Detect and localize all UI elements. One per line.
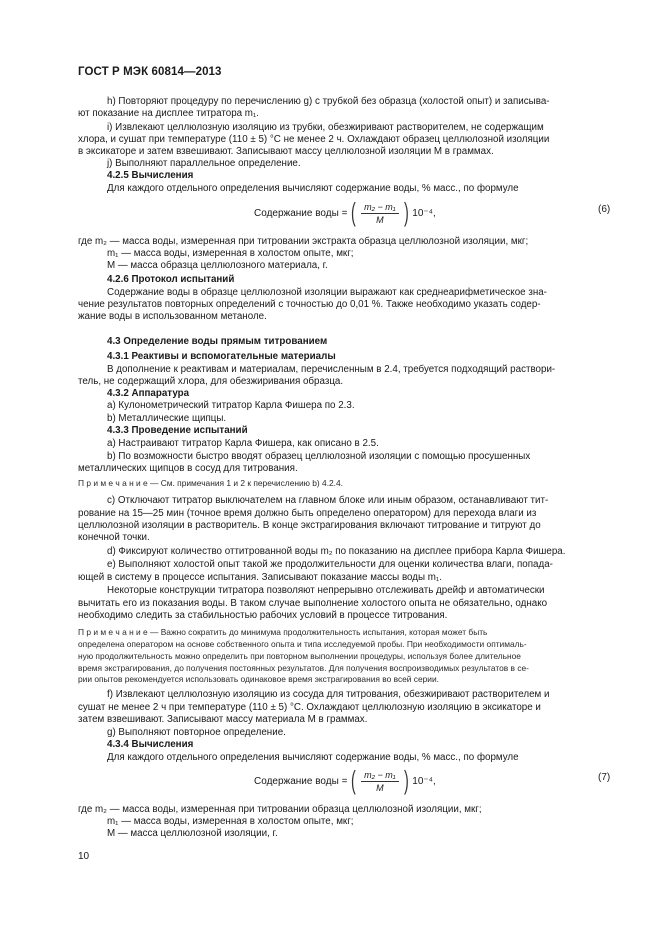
text-line: M — масса целлюлозной изоляции, г. (107, 828, 278, 839)
text-line: затем взвешивают. Записывают массу материала M в граммах. (78, 714, 368, 725)
text-line: m₁ — масса воды, измеренная в холостом опыте, мкг; (107, 816, 354, 827)
fraction (361, 770, 399, 793)
text-line: целлюлозной изоляции в растворитель. В конце экстрагирования включают титрование и титруют до (78, 520, 541, 531)
text-line: f) Извлекают целлюлозную изоляцию из сосуда для титрования, обезжиривают растворителем и (107, 689, 550, 700)
text-line: ют показание на дисплее титратора m₁. (78, 108, 259, 119)
text-line: 4.3.4 Вычисления (107, 739, 194, 750)
text-line: M — масса образца целлюлозного материала, г. (107, 260, 328, 271)
note-line: определена оператором на основе собственного опыта и типа исследуемой пробы. При необходимости оптималь- (78, 639, 527, 649)
text-line: a) Кулонометрический титратор Карла Фишера по 2.3. (107, 400, 355, 411)
open-paren: ( (351, 197, 357, 227)
text-line: сушат не менее 2 ч при температуре (110 ± 5) °C. Охлаждают целлюлозную изоляцию в эксикаторе и (78, 702, 541, 713)
formula-6 (254, 197, 436, 227)
text-line: чение результатов повторных определений с точностью до 0,01 %. Также необходимо указать содер- (78, 299, 541, 310)
text-line: c) Отключают титратор выключателем на главном блоке или иным образом, останавливают тит- (107, 495, 549, 506)
text-line: i) Извлекают целлюлозную изоляцию из трубки, обезжиривают растворителем, не содержащим (107, 122, 544, 133)
text-line: Для каждого отдельного определения вычисляют содержание воды, % масс., по формуле (107, 752, 519, 763)
text-line: Некоторые конструкции титратора позволяют непрерывно отслеживать дрейф и автоматически (107, 585, 545, 596)
text-line: жание воды в использованном метаноле. (78, 311, 267, 322)
text-line: В дополнение к реактивам и материалам, перечисленным в 2.4, требуется подходящий раствори- (107, 364, 556, 375)
text-line: Для каждого отдельного определения вычисляют содержание воды, % масс., по формуле (107, 183, 519, 194)
formula-label: Содержание воды = (254, 208, 348, 219)
page-header: ГОСТ Р МЭК 60814—2013 (78, 66, 222, 78)
denominator: M (376, 783, 384, 793)
text-line: b) Металлические щипцы. (107, 413, 227, 424)
note-line: ную продолжительность можно определить при повторном выполнении процедуры, используя более длительное (78, 651, 521, 661)
text-line: 4.3.1 Реактивы и вспомогательные материалы (107, 351, 336, 362)
text-line: 4.3.3 Проведение испытаний (107, 425, 248, 436)
text-line: e) Выполняют холостой опыт такой же продолжительности для оценки количества влаги, попада- (107, 559, 553, 570)
formula-label: Содержание воды = (254, 776, 348, 787)
formula-tail: 10⁻⁴, (412, 776, 436, 787)
page-number: 10 (78, 851, 90, 862)
denominator: M (376, 215, 384, 225)
text-line: где m₂ — масса воды, измеренная при титровании образца целлюлозной изоляции, мкг; (78, 804, 482, 815)
text-line: 4.3.2 Аппаратура (107, 388, 190, 399)
text-line: 4.2.5 Вычисления (107, 170, 194, 181)
text-line: a) Настраивают титратор Карла Фишера, как описано в 2.5. (107, 438, 379, 449)
formula-tail: 10⁻⁴, (412, 208, 436, 219)
fraction (361, 202, 399, 225)
text-line: конечной точки. (78, 532, 150, 543)
equation-number-6: (6) (598, 204, 611, 215)
text-line: h) Повторяют процедуру по перечислению g) с трубкой без образца (холостой опыт) и записыва- (107, 96, 550, 107)
numerator: m₂ − m₁ (361, 202, 399, 214)
text-line: в эксикаторе и затем взвешивают. Записывают массу целлюлозной изоляции M в граммах. (78, 146, 494, 157)
note-line: время экстрагирования, до получения постоянных результатов. Для получения воспроизводимых результатов в се- (78, 663, 529, 673)
text-line: j) Выполняют параллельное определение. (107, 158, 301, 169)
text-line: Содержание воды в образце целлюлозной изоляции выражают как среднеарифметическое зна- (107, 287, 547, 298)
text-line: 4.2.6 Протокол испытаний (107, 274, 235, 285)
text-line: необходимо следить за стабильностью рабочих условий в процессе титрования. (78, 610, 448, 621)
text-line: m₁ — масса воды, измеренная в холостом опыте, мкг; (107, 248, 354, 259)
text-line: где m₂ — масса воды, измеренная при титровании экстракта образца целлюлозной изоляции, мкг; (78, 236, 529, 247)
text-line: тель, не содержащий хлора, для обезжиривания образца. (78, 376, 344, 387)
open-paren: ( (351, 765, 357, 795)
note-line: П р и м е ч а н и е — См. примечания 1 и 2 к перечислению b) 4.2.4. (78, 478, 343, 488)
text-line: 4.3 Определение воды прямым титрованием (107, 336, 328, 347)
text-line: ющей в систему в процессе испытания. Записывают показание массы воды m₁. (78, 572, 442, 583)
text-line: d) Фиксируют количество оттитрованной воды m₂ по показанию на дисплее прибора Карла Фишера. (107, 546, 566, 557)
formula-7 (254, 765, 436, 795)
text-line: рование на 15—25 мин (точное время должно быть определено оператором) для перехода влаги из (78, 508, 537, 519)
close-paren: ) (403, 765, 409, 795)
close-paren: ) (403, 197, 409, 227)
numerator: m₂ − m₁ (361, 770, 399, 782)
note-line: рии опытов рекомендуется использовать одинаковое время экстрагирования во всей серии. (78, 674, 439, 684)
note-line: П р и м е ч а н и е — Важно сократить до минимума продолжительность испытания, которая может быть (78, 627, 488, 637)
text-line: металлических щипцов в сосуд для титрования. (78, 463, 298, 474)
equation-number-7: (7) (598, 772, 611, 783)
text-line: вычитать его из показания воды. В таком случае выполнение холостого опыта не обязательно, однако (78, 598, 548, 609)
text-line: b) По возможности быстро вводят образец целлюлозной изоляции с помощью просушенных (107, 451, 531, 462)
text-line: хлора, и сушат при температуре (110 ± 5) °C не менее 2 ч. Охлаждают образец целлюлозной изоляции (78, 134, 550, 145)
text-line: g) Выполняют повторное определение. (107, 727, 286, 738)
